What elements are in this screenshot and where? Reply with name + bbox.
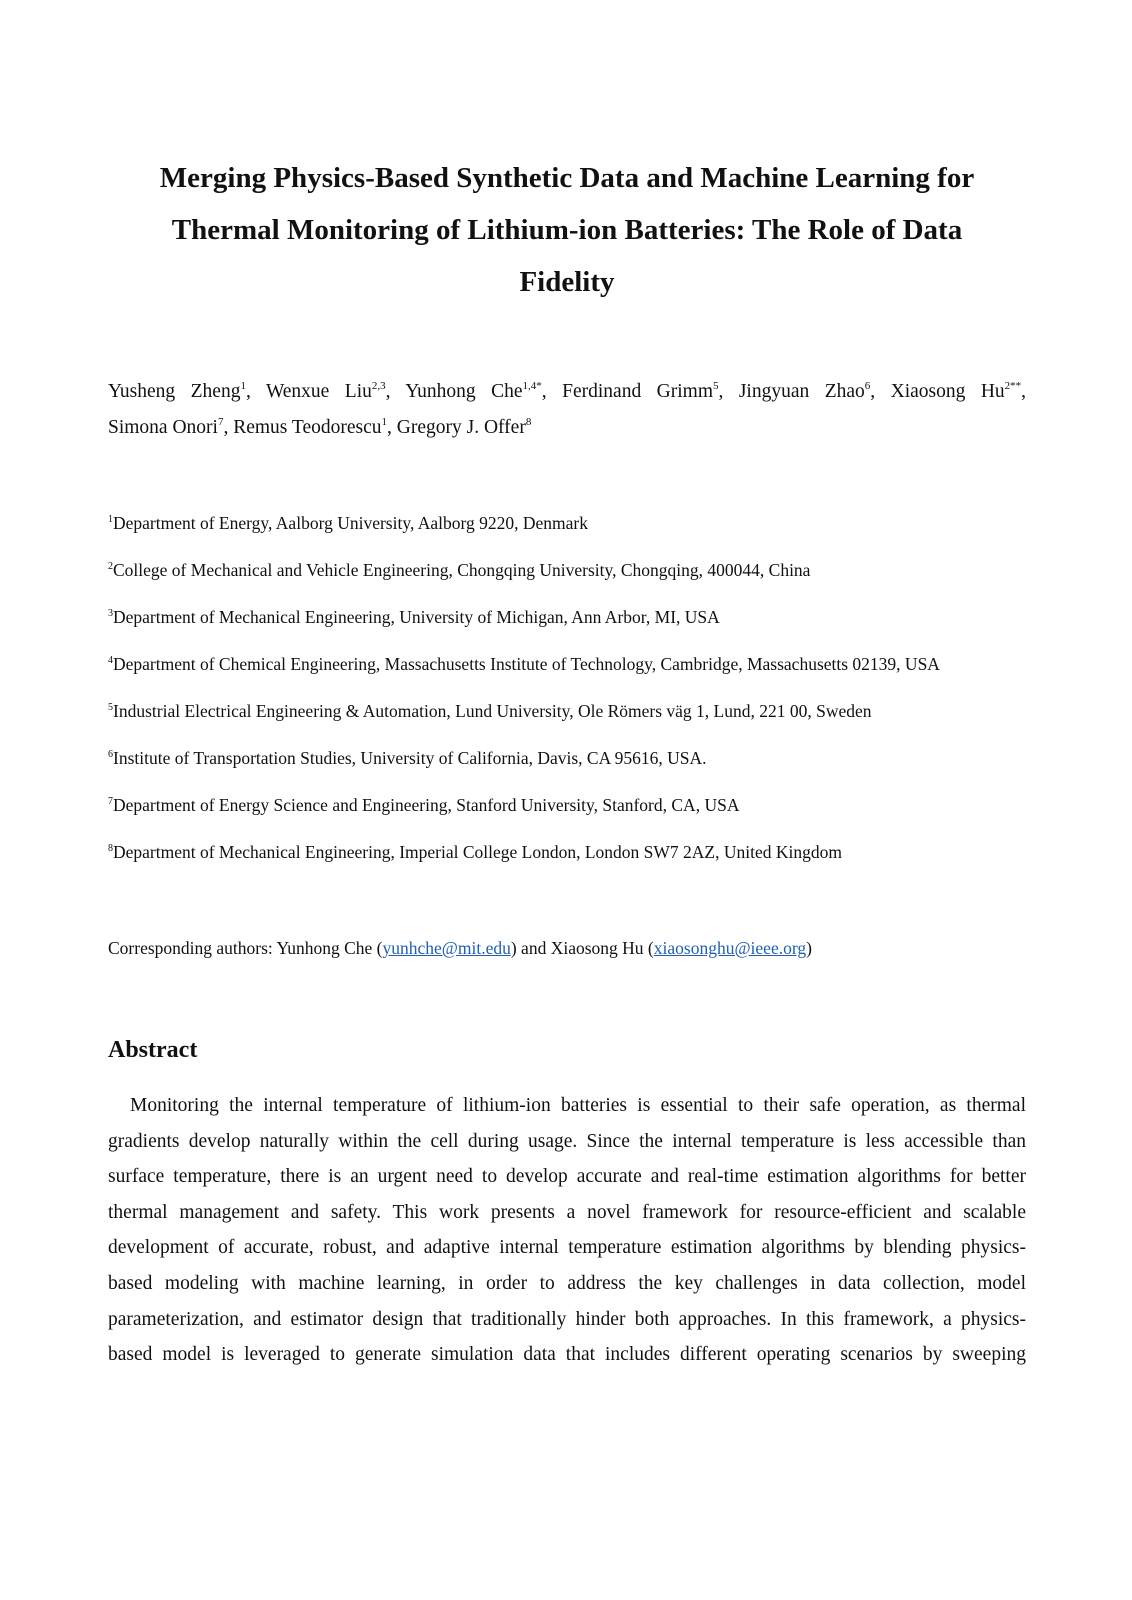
author-list [108,374,1026,446]
affiliation-item: $^4$Department of Chemical Engineering, Massachusetts Institute of Technology, Cambridge, Massachusetts 02139, USA [108,654,940,674]
abstract-heading: Abstract [108,1037,198,1063]
email-link-xiaosonghu[interactable]: xiaosonghu@ieee.org [653,938,807,958]
author-affil-sup: 7 [217,416,224,428]
corresponding-authors: Corresponding authors: Yunhong Che (yunhche@mit.edu) and Xiaosong Hu (xiaosonghu@ieee.org) [108,938,812,958]
affiliation-item: $^3$Department of Mechanical Engineering, University of Michigan, Ann Arbor, MI, USA [108,607,720,627]
author-affil-sup: 6 [864,380,871,392]
affiliation-item: $^8$Department of Mechanical Engineering, Imperial College London, London SW7 2AZ, United Kingdom [108,842,842,862]
author-name: Simona Onori [108,417,218,438]
affiliation-item: $^7$Department of Energy Science and Engineering, Stanford University, Stanford, CA, USA [108,795,740,815]
affiliation-item: $^5$Industrial Electrical Engineering & Automation, Lund University, Ole Römers väg 1, Lund, 221 00, Sweden [108,701,872,721]
affiliation-item: $^6$Institute of Transportation Studies, University of California, Davis, CA 95616, USA. [108,748,707,768]
affiliation-item: $^1$Department of Energy, Aalborg University, Aalborg 9220, Denmark [108,513,588,533]
author-line: Simona Onori$^7$, Remus Teodorescu$^1$, Gregory J. Offer$^8$ [108,416,532,438]
author-name: Yunhong Che [405,381,523,402]
abstract-body [108,1088,1026,1373]
title-line: Fidelity [519,266,615,298]
author-affil-sup: 5 [713,380,719,392]
abstract-line: based model is leveraged to generate simulation data that includes different operating scenarios by sweeping [108,1344,1026,1366]
title-line: Thermal Monitoring of Lithium-ion Batteries: The Role of Data [171,214,963,246]
author-name: Wenxue Liu [265,381,372,402]
author-name: Gregory J. Offer [396,417,526,438]
title-line: Merging Physics-Based Synthetic Data and Machine Learning for [159,162,975,194]
abstract-line: parameterization, and estimator design that traditionally hinder both approaches. In this framework, a physics- [108,1308,1026,1330]
abstract-line: gradients develop naturally within the cell during usage. Since the internal temperature is less accessible than [108,1130,1026,1152]
abstract-line: based modeling with machine learning, in order to address the key challenges in data collection, model [108,1272,1026,1294]
author-affil-sup: 2,3 [371,380,386,392]
email-link-yunhche[interactable]: yunhche@mit.edu [382,938,511,958]
author-affil-sup: 1 [240,380,246,392]
paper-title [108,152,1026,308]
abstract-line: thermal management and safety. This work presents a novel framework for resource-efficient and scalable [108,1201,1026,1223]
author-line: Yusheng Zheng$^1$, Wenxue Liu$^{2,3}$, Yunhong Che$^{1,4*}$, Ferdinand Grimm$^5$, Jingyuan Zhao$^6$, Xiaosong $Hu^{2**}$, [108,380,1027,402]
abstract-line: Monitoring the internal temperature of lithium-ion batteries is essential to their safe operation, as thermal [130,1095,1026,1116]
author-name: Jingyuan Zhao [738,381,865,402]
author-name: Ferdinand Grimm [562,381,713,402]
affiliation-item: $^2$College of Mechanical and Vehicle Engineering, Chongqing University, Chongqing, 400044, China [108,560,811,580]
author-affil-sup: 1,4* [522,380,542,392]
author-affil-sup: 2** [1004,380,1022,392]
author-affil-sup: 8 [525,416,532,428]
author-name: Yusheng Zheng [108,381,241,402]
author-name: Xiaosong Hu [890,381,1005,402]
author-affil-sup: 1 [381,416,388,428]
abstract-line: surface temperature, there is an urgent need to develop accurate and real-time estimation algorithms for better [108,1166,1026,1188]
abstract-line: development of accurate, robust, and adaptive internal temperature estimation algorithms by blending physics- [108,1237,1026,1259]
author-name: Remus Teodorescu [233,417,382,438]
